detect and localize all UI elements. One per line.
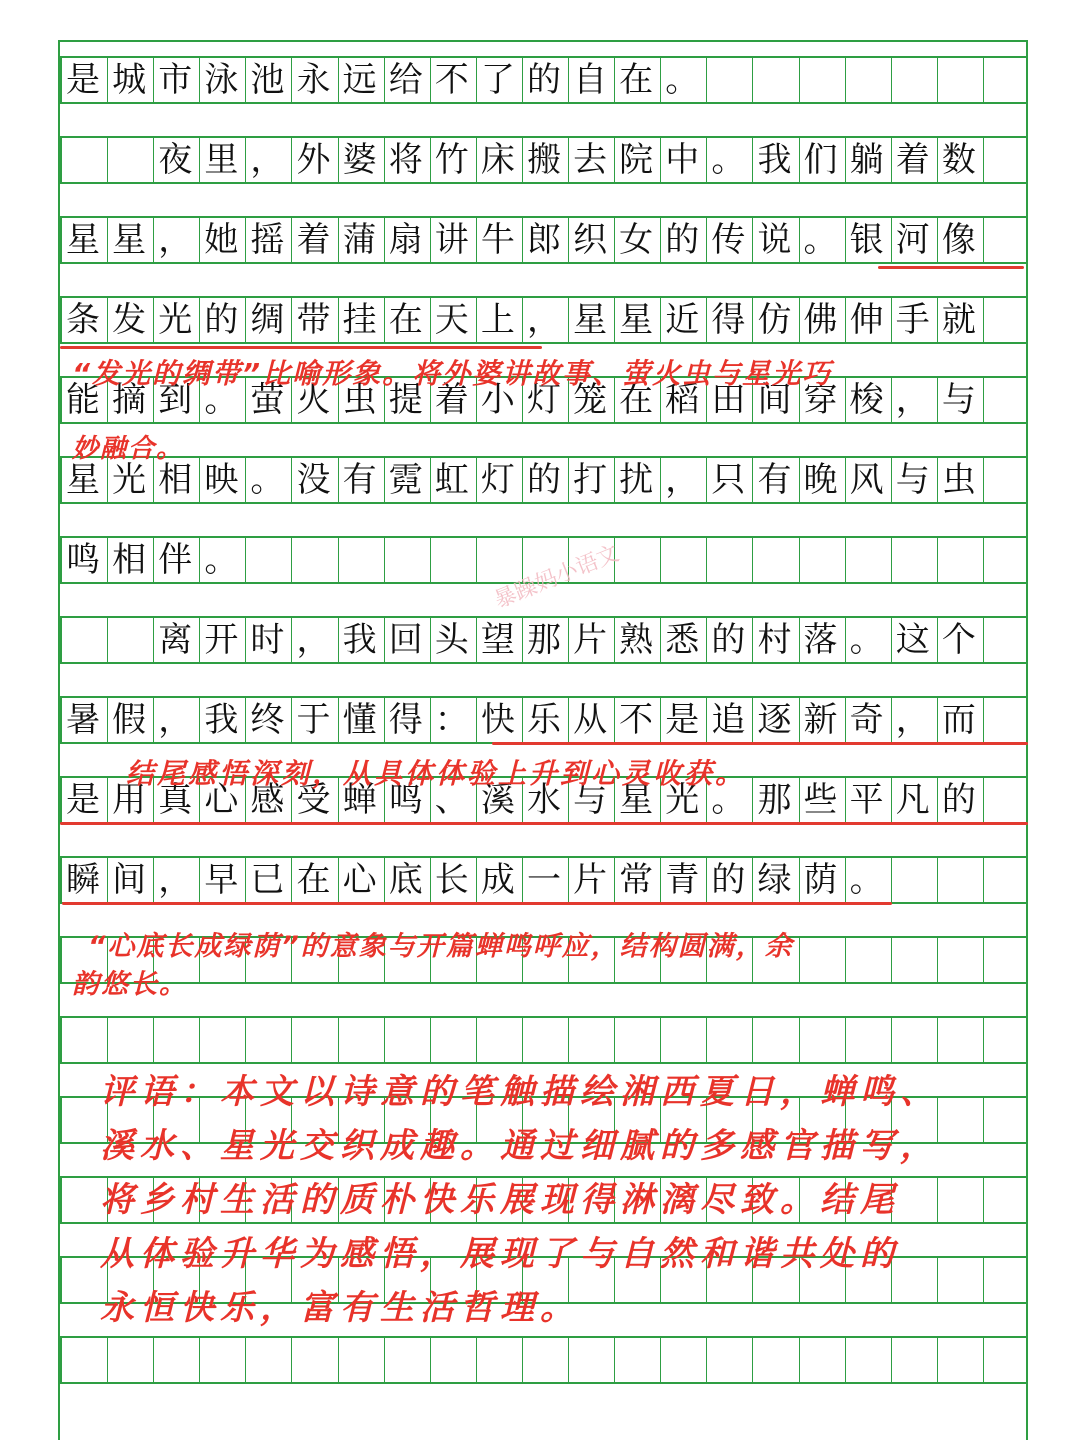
grid-divider	[430, 1018, 431, 1062]
essay-char: 青	[665, 860, 700, 900]
essay-char: 到	[158, 380, 193, 420]
essay-char: 。	[250, 460, 285, 500]
essay-char: 与	[573, 780, 608, 820]
essay-char: 。	[204, 380, 239, 420]
essay-char: 在	[296, 860, 331, 900]
essay-char: 快	[480, 700, 515, 740]
essay-char: 穿	[803, 380, 838, 420]
essay-char: 间	[757, 380, 792, 420]
essay-char: 佛	[803, 300, 838, 340]
essay-char: 这	[895, 620, 930, 660]
essay-char: 新	[803, 700, 838, 740]
essay-char: 着	[296, 220, 331, 260]
grid-divider	[430, 1338, 431, 1382]
essay-line	[60, 856, 1028, 904]
essay-line	[60, 56, 1028, 104]
essay-char: 我	[757, 140, 792, 180]
comment-line: 溪水、星光交织成趣。通过细腻的多感官描写，	[100, 1126, 940, 1166]
essay-char: 不	[434, 60, 469, 100]
essay-char: 霓	[388, 460, 423, 500]
grid-divider	[891, 1338, 892, 1382]
essay-char: 相	[112, 540, 147, 580]
essay-char: ，	[296, 620, 331, 660]
essay-char: 。	[711, 140, 746, 180]
essay-char: 的	[526, 60, 561, 100]
comment-line: 永恒快乐，富有生活哲理。	[100, 1288, 580, 1328]
essay-char: 望	[480, 620, 515, 660]
essay-char: 晚	[803, 460, 838, 500]
essay-char: 离	[158, 620, 193, 660]
essay-char: 梭	[849, 380, 884, 420]
essay-char: 小	[480, 380, 515, 420]
essay-char: 虫	[941, 460, 976, 500]
essay-char: 将	[388, 140, 423, 180]
essay-char: 水	[526, 780, 561, 820]
essay-char: 我	[342, 620, 377, 660]
essay-char: 而	[941, 700, 976, 740]
essay-char: 城	[112, 60, 147, 100]
essay-char: 灯	[526, 380, 561, 420]
grid-divider	[845, 1338, 846, 1382]
essay-char: 火	[296, 380, 331, 420]
essay-char: 是	[66, 780, 101, 820]
underline-galaxy-1	[878, 266, 1024, 269]
grid-divider	[614, 1338, 615, 1382]
essay-char: 是	[665, 700, 700, 740]
essay-char: 逐	[757, 700, 792, 740]
watermark: 暴躁妈小语文	[490, 541, 623, 614]
essay-char: 的	[711, 860, 746, 900]
essay-char: 像	[941, 220, 976, 260]
essay-char: 提	[388, 380, 423, 420]
essay-char: 扇	[388, 220, 423, 260]
essay-char: 受	[296, 780, 331, 820]
grid-divider	[107, 1338, 108, 1382]
grid-divider	[568, 1018, 569, 1062]
essay-char: 常	[619, 860, 654, 900]
essay-char: 熟	[619, 620, 654, 660]
essay-char: 牛	[480, 220, 515, 260]
grid-divider	[983, 1338, 984, 1382]
grid-divider	[845, 938, 846, 982]
annotation-imagery-line2: 韵悠长。	[72, 969, 188, 1000]
essay-char: 从	[573, 700, 608, 740]
grid-divider	[153, 1018, 154, 1062]
essay-char: 些	[803, 780, 838, 820]
grid-divider	[476, 1338, 477, 1382]
essay-char: 。	[803, 220, 838, 260]
essay-char: 郎	[526, 220, 561, 260]
grid-divider	[937, 938, 938, 982]
essay-char: 着	[434, 380, 469, 420]
essay-char: 河	[895, 220, 930, 260]
indent-cell	[106, 616, 152, 664]
essay-char: 星	[66, 460, 101, 500]
grid-divider	[799, 938, 800, 982]
essay-char: 回	[388, 620, 423, 660]
essay-char: 悉	[665, 620, 700, 660]
indent-cell	[106, 136, 152, 184]
grid-divider	[245, 1338, 246, 1382]
essay-char: 成	[480, 860, 515, 900]
essay-char: 不	[619, 700, 654, 740]
grid-divider	[384, 1018, 385, 1062]
grid-divider	[983, 938, 984, 982]
grid-divider	[291, 1338, 292, 1382]
grid-divider	[199, 1338, 200, 1382]
grid-divider	[937, 1258, 938, 1302]
essay-line	[60, 696, 1028, 744]
essay-char: 映	[204, 460, 239, 500]
essay-char: 的	[941, 780, 976, 820]
essay-char: 的	[711, 620, 746, 660]
essay-char: 手	[895, 300, 930, 340]
essay-char: 就	[941, 300, 976, 340]
essay-char: 片	[573, 860, 608, 900]
essay-char: 溪	[480, 780, 515, 820]
essay-char: 田	[711, 380, 746, 420]
grid-row	[60, 1016, 1028, 1064]
grid-divider	[891, 1018, 892, 1062]
essay-char: 鸣	[66, 540, 101, 580]
grid-divider	[752, 1338, 753, 1382]
comment-line: 将乡村生活的质朴快乐展现得淋漓尽致。结尾	[100, 1180, 900, 1220]
essay-char: ，	[250, 140, 285, 180]
essay-char: 个	[941, 620, 976, 660]
essay-char: 乐	[526, 700, 561, 740]
essay-char: 外	[296, 140, 331, 180]
essay-char: 心	[204, 780, 239, 820]
underline-happiness-1	[492, 742, 1028, 745]
essay-char: 女	[619, 220, 654, 260]
essay-char: 上	[480, 300, 515, 340]
essay-char: 星	[112, 220, 147, 260]
essay-char: 挂	[342, 300, 377, 340]
grid-divider	[338, 1338, 339, 1382]
essay-char: 与	[941, 380, 976, 420]
essay-line	[60, 136, 1028, 184]
essay-char: 凡	[895, 780, 930, 820]
essay-char: ，	[895, 380, 930, 420]
essay-char: 扰	[619, 460, 654, 500]
essay-line	[60, 296, 1028, 344]
grid-divider	[799, 1338, 800, 1382]
essay-char: 感	[250, 780, 285, 820]
essay-line	[60, 616, 1028, 664]
essay-char: ：	[434, 700, 469, 740]
underline-ending	[62, 902, 892, 905]
grid-divider	[384, 1338, 385, 1382]
essay-char: ，	[158, 860, 193, 900]
essay-char: 萤	[250, 380, 285, 420]
essay-char: 光	[665, 780, 700, 820]
essay-char: 相	[158, 460, 193, 500]
grid-divider	[983, 1258, 984, 1302]
essay-char: 是	[66, 60, 101, 100]
essay-char: 光	[158, 300, 193, 340]
essay-char: 条	[66, 300, 101, 340]
essay-char: 。	[204, 540, 239, 580]
indent-cell	[60, 616, 106, 664]
essay-char: 虹	[434, 460, 469, 500]
essay-char: 村	[757, 620, 792, 660]
essay-char: 早	[204, 860, 239, 900]
grid-divider	[937, 1338, 938, 1382]
underline-galaxy-2	[60, 346, 542, 349]
grid-divider	[891, 938, 892, 982]
essay-char: 着	[895, 140, 930, 180]
essay-char: 了	[480, 60, 515, 100]
annotation-metaphor-line1: “发光的绸带”比喻形象。将外婆讲故事、萤火虫与星光巧	[72, 357, 833, 390]
essay-char: 发	[112, 300, 147, 340]
essay-char: 她	[204, 220, 239, 260]
essay-char: 数	[941, 140, 976, 180]
annotation-ending-insight: 结尾感悟深刻，从具体体验上升到心灵收获。	[126, 757, 747, 790]
essay-char: 婆	[342, 140, 377, 180]
essay-char: 有	[342, 460, 377, 500]
essay-line	[60, 216, 1028, 264]
essay-char: 奇	[849, 700, 884, 740]
essay-char: 瞬	[66, 860, 101, 900]
essay-char: ，	[665, 460, 700, 500]
grid-divider	[983, 1098, 984, 1142]
essay-char: 。	[711, 780, 746, 820]
underline-happiness-2	[60, 822, 1028, 825]
essay-char: 那	[757, 780, 792, 820]
essay-char: 带	[296, 300, 331, 340]
essay-char: 们	[803, 140, 838, 180]
grid-divider	[153, 1338, 154, 1382]
grid-divider	[983, 1018, 984, 1062]
essay-char: 片	[573, 620, 608, 660]
essay-char: 永	[296, 60, 331, 100]
grid-divider	[522, 1018, 523, 1062]
essay-char: 银	[849, 220, 884, 260]
essay-char: 开	[204, 620, 239, 660]
essay-char: 远	[342, 60, 377, 100]
essay-char: 光	[112, 460, 147, 500]
essay-char: 床	[480, 140, 515, 180]
essay-char: 搬	[526, 140, 561, 180]
essay-char: 躺	[849, 140, 884, 180]
essay-char: 鸣	[388, 780, 423, 820]
essay-char: 的	[665, 220, 700, 260]
grid-divider	[614, 1018, 615, 1062]
essay-char: 用	[112, 780, 147, 820]
essay-char: 摘	[112, 380, 147, 420]
essay-char: 绿	[757, 860, 792, 900]
essay-char: 自	[573, 60, 608, 100]
essay-char: 暑	[66, 700, 101, 740]
essay-char: 竹	[434, 140, 469, 180]
indent-cell	[60, 136, 106, 184]
grid-divider	[937, 1018, 938, 1062]
essay-char: 市	[158, 60, 193, 100]
essay-char: 在	[619, 380, 654, 420]
essay-char: 没	[296, 460, 331, 500]
essay-char: 得	[388, 700, 423, 740]
comment-line: 评语：本文以诗意的笔触描绘湘西夏日，蝉鸣、	[100, 1072, 940, 1112]
essay-char: 稻	[665, 380, 700, 420]
essay-char: 能	[66, 380, 101, 420]
essay-char: 星	[66, 220, 101, 260]
essay-char: 追	[711, 700, 746, 740]
grid-divider	[568, 1338, 569, 1382]
essay-char: 蝉	[342, 780, 377, 820]
essay-char: 蒲	[342, 220, 377, 260]
essay-char: 天	[434, 300, 469, 340]
grid-divider	[937, 1178, 938, 1222]
essay-char: 心	[342, 860, 377, 900]
grid-divider	[245, 1018, 246, 1062]
essay-char: 仿	[757, 300, 792, 340]
essay-char: 去	[573, 140, 608, 180]
essay-char: 。	[849, 620, 884, 660]
grid-row	[60, 1336, 1028, 1384]
essay-char: ，	[526, 300, 561, 340]
essay-char: 中	[665, 140, 700, 180]
essay-char: 的	[204, 300, 239, 340]
essay-char: 已	[250, 860, 285, 900]
annotation-imagery-line1: “心底长成绿荫”的意象与开篇蝉鸣呼应，结构圆满，余	[88, 931, 794, 962]
grid-divider	[799, 1018, 800, 1062]
essay-char: 星	[619, 780, 654, 820]
grid-divider	[522, 1338, 523, 1382]
grid-divider	[476, 1018, 477, 1062]
essay-char: 得	[711, 300, 746, 340]
essay-char: 星	[619, 300, 654, 340]
grid-divider	[199, 1018, 200, 1062]
essay-char: 一	[526, 860, 561, 900]
essay-char: 池	[250, 60, 285, 100]
essay-char: 灯	[480, 460, 515, 500]
essay-char: 风	[849, 460, 884, 500]
essay-char: 的	[526, 460, 561, 500]
grid-divider	[291, 1018, 292, 1062]
essay-char: ，	[895, 700, 930, 740]
essay-char: 摇	[250, 220, 285, 260]
annotation-metaphor-line2: 妙融合。	[72, 434, 185, 464]
essay-char: 星	[573, 300, 608, 340]
grid-divider	[845, 1018, 846, 1062]
essay-char: 那	[526, 620, 561, 660]
essay-char: 时	[250, 620, 285, 660]
essay-char: 伸	[849, 300, 884, 340]
grid-divider	[107, 1018, 108, 1062]
essay-char: 在	[619, 60, 654, 100]
essay-char: 织	[573, 220, 608, 260]
essay-char: 懂	[342, 700, 377, 740]
grid-divider	[983, 1178, 984, 1222]
essay-char: 我	[204, 700, 239, 740]
essay-line	[60, 456, 1028, 504]
essay-char: 荫	[803, 860, 838, 900]
essay-char: 长	[434, 860, 469, 900]
essay-char: 头	[434, 620, 469, 660]
essay-char: 只	[711, 460, 746, 500]
essay-char: 给	[388, 60, 423, 100]
essay-char: 终	[250, 700, 285, 740]
essay-char: 虫	[342, 380, 377, 420]
essay-char: 、	[434, 780, 469, 820]
grid-divider	[706, 1018, 707, 1062]
essay-char: 泳	[204, 60, 239, 100]
essay-char: 笼	[573, 380, 608, 420]
essay-char: 真	[158, 780, 193, 820]
essay-char: ，	[158, 220, 193, 260]
essay-char: 里	[204, 140, 239, 180]
essay-char: 间	[112, 860, 147, 900]
grid-divider	[752, 1018, 753, 1062]
grid-divider	[660, 1018, 661, 1062]
essay-char: 讲	[434, 220, 469, 260]
essay-char: 在	[388, 300, 423, 340]
essay-char: 说	[757, 220, 792, 260]
grid-divider	[338, 1018, 339, 1062]
essay-char: 底	[388, 860, 423, 900]
essay-char: 。	[849, 860, 884, 900]
essay-char: ，	[158, 700, 193, 740]
essay-char: 传	[711, 220, 746, 260]
essay-char: 落	[803, 620, 838, 660]
grid-divider	[706, 1338, 707, 1382]
essay-char: 伴	[158, 540, 193, 580]
comment-line: 从体验升华为感悟，展现了与自然和谐共处的	[100, 1234, 900, 1274]
essay-char: 夜	[158, 140, 193, 180]
essay-char: 有	[757, 460, 792, 500]
essay-char: 近	[665, 300, 700, 340]
essay-char: 打	[573, 460, 608, 500]
essay-char: 假	[112, 700, 147, 740]
essay-char: 。	[665, 60, 700, 100]
grid-divider	[660, 1338, 661, 1382]
essay-char: 与	[895, 460, 930, 500]
essay-char: 于	[296, 700, 331, 740]
essay-char: 平	[849, 780, 884, 820]
essay-char: 绸	[250, 300, 285, 340]
essay-char: 院	[619, 140, 654, 180]
